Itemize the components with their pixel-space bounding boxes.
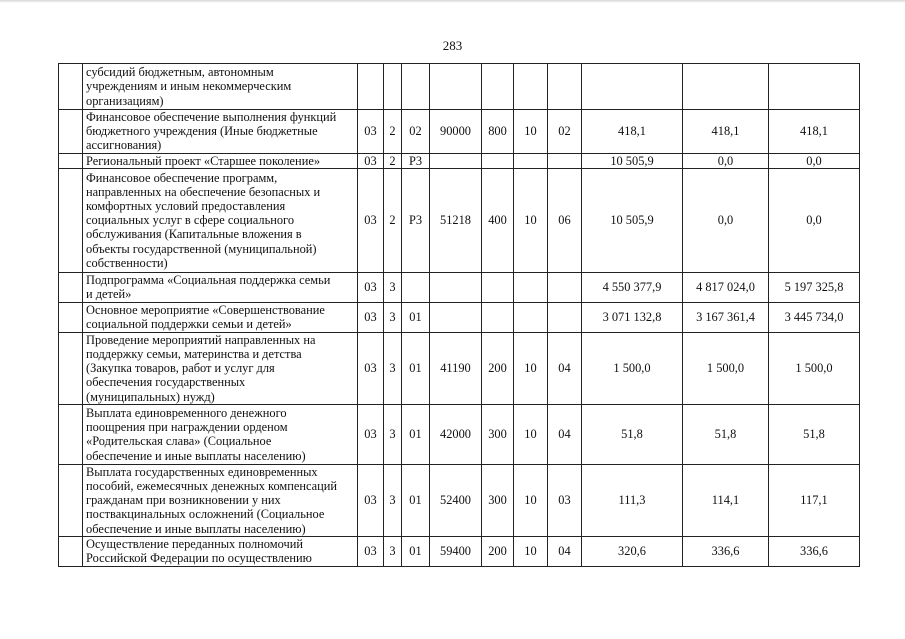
value-year-3 [769, 64, 860, 110]
code-section: 03 [358, 168, 384, 272]
value-year-1: 4 550 377,9 [582, 272, 683, 302]
code-subsection [384, 64, 402, 110]
value-year-2: 1 500,0 [683, 332, 769, 404]
code-expense-type [482, 153, 514, 168]
code-section [358, 64, 384, 110]
row-marker-cell [59, 464, 83, 536]
row-name-cell [83, 272, 358, 302]
value-year-3: 5 197 325,8 [769, 272, 860, 302]
row-name-line: направленных на обеспечение безопасных и [86, 184, 321, 199]
row-name-line: (муниципальных) нужд) [86, 389, 215, 404]
row-marker-cell [59, 168, 83, 272]
code-program: P3 [402, 153, 430, 168]
value-year-1: 418,1 [582, 110, 683, 154]
code-kosgu-b [548, 302, 582, 332]
value-year-3: 0,0 [769, 153, 860, 168]
scan-edge [0, 0, 905, 3]
code-section: 03 [358, 272, 384, 302]
row-name-line: учреждениям и иным некоммерческим [86, 79, 292, 94]
code-kosgu-a: 10 [514, 464, 548, 536]
row-name-line: Проведение мероприятий направленных на [86, 332, 316, 347]
row-marker-cell [59, 64, 83, 110]
row-name-cell [83, 302, 358, 332]
code-subsection: 3 [384, 272, 402, 302]
row-name-cell [83, 332, 358, 404]
row-name-line: объекты государственной (муниципальной) [86, 241, 317, 256]
row-marker-cell [59, 110, 83, 154]
code-kosgu-b: 04 [548, 536, 582, 566]
row-name-line: социальной поддержки семьи и детей» [86, 317, 292, 332]
row-name-line: собственности) [86, 255, 168, 270]
row-name-line: обслуживания (Капитальные вложения в [86, 227, 302, 242]
code-kosgu-a [514, 272, 548, 302]
row-name-line: поддержку семьи, материнства и детства [86, 347, 302, 362]
code-program: 01 [402, 404, 430, 464]
row-name-line: организациям) [86, 93, 164, 108]
row-name-line: Финансовое обеспечение программ, [86, 170, 278, 185]
code-direction: 59400 [430, 536, 482, 566]
code-kosgu-a: 10 [514, 536, 548, 566]
value-year-3: 336,6 [769, 536, 860, 566]
code-expense-type: 400 [482, 168, 514, 272]
code-program: 02 [402, 110, 430, 154]
value-year-2: 0,0 [683, 153, 769, 168]
row-name-line: Выплата государственных единовременных [86, 464, 318, 479]
code-section: 03 [358, 153, 384, 168]
table-row [59, 153, 860, 168]
code-section: 03 [358, 536, 384, 566]
row-name-line: Региональный проект «Старшее поколение» [86, 153, 321, 168]
code-kosgu-b: 04 [548, 332, 582, 404]
code-program: 01 [402, 332, 430, 404]
code-kosgu-a [514, 64, 548, 110]
code-subsection: 2 [384, 153, 402, 168]
row-name-line: комфортных условий предоставления [86, 199, 286, 213]
value-year-1: 1 500,0 [582, 332, 683, 404]
code-subsection: 3 [384, 332, 402, 404]
row-marker-cell [59, 332, 83, 404]
table-row [59, 272, 860, 302]
code-program [402, 64, 430, 110]
value-year-1: 51,8 [582, 404, 683, 464]
code-program [402, 272, 430, 302]
value-year-2: 418,1 [683, 110, 769, 154]
row-name-line: ассигнования) [86, 138, 162, 153]
row-name-line: Основное мероприятие «Совершенствование [86, 303, 325, 318]
row-marker-cell [59, 404, 83, 464]
row-name-line: Финансовое обеспечение выполнения функций [86, 110, 337, 124]
code-kosgu-b [548, 272, 582, 302]
code-direction: 90000 [430, 110, 482, 154]
row-name-line: обеспечение и иные выплаты населению) [86, 521, 306, 536]
code-expense-type: 300 [482, 404, 514, 464]
code-section: 03 [358, 110, 384, 154]
code-kosgu-a [514, 302, 548, 332]
code-direction [430, 64, 482, 110]
value-year-2: 0,0 [683, 168, 769, 272]
value-year-2: 51,8 [683, 404, 769, 464]
code-kosgu-b [548, 64, 582, 110]
row-marker-cell [59, 153, 83, 168]
table-row [59, 64, 860, 110]
code-kosgu-b: 03 [548, 464, 582, 536]
row-marker-cell [59, 536, 83, 566]
code-program: 01 [402, 464, 430, 536]
value-year-3: 3 445 734,0 [769, 302, 860, 332]
table-row [59, 404, 860, 464]
code-kosgu-a [514, 153, 548, 168]
code-kosgu-a: 10 [514, 168, 548, 272]
code-subsection: 2 [384, 168, 402, 272]
code-expense-type [482, 272, 514, 302]
page-number: 283 [442, 38, 463, 53]
value-year-1: 3 071 132,8 [582, 302, 683, 332]
table-row [59, 332, 860, 404]
code-direction: 42000 [430, 404, 482, 464]
row-name-cell [83, 404, 358, 464]
code-expense-type: 200 [482, 536, 514, 566]
row-name-cell [83, 110, 358, 154]
value-year-1: 320,6 [582, 536, 683, 566]
budget-table [58, 63, 860, 567]
code-direction [430, 153, 482, 168]
value-year-3: 0,0 [769, 168, 860, 272]
row-name-line: поствакцинальных осложнений (Социальное [86, 507, 325, 522]
row-name-line: Осуществление переданных полномочий [86, 537, 303, 552]
code-subsection: 2 [384, 110, 402, 154]
code-direction: 41190 [430, 332, 482, 404]
code-kosgu-a: 10 [514, 110, 548, 154]
code-kosgu-b: 04 [548, 404, 582, 464]
value-year-1: 10 505,9 [582, 168, 683, 272]
row-marker-cell [59, 302, 83, 332]
row-name-line: и детей» [86, 287, 132, 302]
value-year-2: 336,6 [683, 536, 769, 566]
row-name-line: обеспечения государственных [86, 375, 246, 390]
row-name-line: поощрения при награждении орденом [86, 420, 288, 435]
row-name-line: Подпрограмма «Социальная поддержка семьи [86, 273, 331, 288]
code-kosgu-b [548, 153, 582, 168]
code-kosgu-a: 10 [514, 404, 548, 464]
row-name-line: социальных услуг в сфере социального [86, 213, 295, 228]
table-row [59, 302, 860, 332]
row-name-line: Выплата единовременного денежного [86, 405, 287, 420]
table-row [59, 168, 860, 272]
row-name-line: пособий, ежемесячных денежных компенсаций [86, 479, 338, 494]
row-name-line: Российской Федерации по осуществлению [86, 551, 312, 566]
row-name-line: (Закупка товаров, работ и услуг для [86, 361, 275, 376]
value-year-2 [683, 64, 769, 110]
code-direction: 52400 [430, 464, 482, 536]
code-subsection: 3 [384, 536, 402, 566]
code-kosgu-a: 10 [514, 332, 548, 404]
code-program: 01 [402, 302, 430, 332]
code-program: P3 [402, 168, 430, 272]
row-name-line: субсидий бюджетным, автономным [86, 65, 274, 80]
row-name-cell [83, 536, 358, 566]
code-kosgu-b: 02 [548, 110, 582, 154]
code-section: 03 [358, 464, 384, 536]
code-direction: 51218 [430, 168, 482, 272]
row-name-line: гражданам при возникновении у них [86, 493, 281, 508]
code-expense-type: 800 [482, 110, 514, 154]
code-subsection: 3 [384, 302, 402, 332]
value-year-3: 1 500,0 [769, 332, 860, 404]
code-expense-type [482, 302, 514, 332]
row-name-cell [83, 153, 358, 168]
row-name-cell [83, 464, 358, 536]
code-subsection: 3 [384, 404, 402, 464]
code-section: 03 [358, 404, 384, 464]
row-name-cell [83, 168, 358, 272]
value-year-3: 117,1 [769, 464, 860, 536]
value-year-2: 114,1 [683, 464, 769, 536]
table-row [59, 110, 860, 154]
table-row [59, 464, 860, 536]
code-direction [430, 302, 482, 332]
value-year-1: 10 505,9 [582, 153, 683, 168]
value-year-2: 3 167 361,4 [683, 302, 769, 332]
code-section: 03 [358, 332, 384, 404]
row-name-line: бюджетного учреждения (Иные бюджетные [86, 124, 318, 139]
value-year-1: 111,3 [582, 464, 683, 536]
code-section: 03 [358, 302, 384, 332]
row-name-cell [83, 64, 358, 110]
value-year-1 [582, 64, 683, 110]
code-program: 01 [402, 536, 430, 566]
row-name-line: обеспечение и иные выплаты населению) [86, 448, 306, 463]
value-year-3: 418,1 [769, 110, 860, 154]
code-expense-type: 300 [482, 464, 514, 536]
row-name-line: «Родительская слава» (Социальное [86, 434, 272, 449]
value-year-2: 4 817 024,0 [683, 272, 769, 302]
code-expense-type [482, 64, 514, 110]
table-row [59, 536, 860, 566]
code-subsection: 3 [384, 464, 402, 536]
row-marker-cell [59, 272, 83, 302]
value-year-3: 51,8 [769, 404, 860, 464]
code-expense-type: 200 [482, 332, 514, 404]
code-kosgu-b: 06 [548, 168, 582, 272]
code-direction [430, 272, 482, 302]
